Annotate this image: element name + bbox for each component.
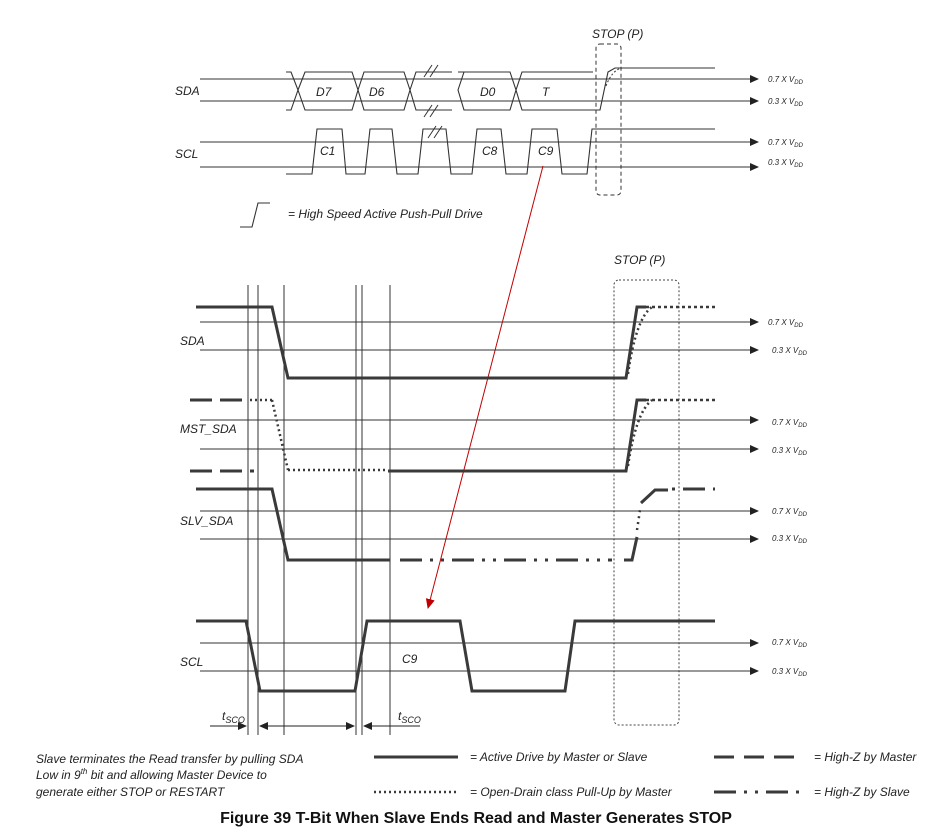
svg-text:0.7 X VDD: 0.7 X $V_{DD}$	[768, 138, 803, 149]
mst-sda-waveform	[190, 400, 715, 471]
top-sda-label: SDA	[175, 84, 200, 98]
legend	[374, 750, 917, 799]
bottom-stop-label: STOP (P)	[614, 253, 666, 267]
slv-sda-waveform	[196, 489, 715, 560]
svg-text:0.3 X VDD: 0.3 X $V_{DD}$	[768, 158, 803, 169]
tsco-marker-1	[210, 709, 294, 726]
sig-scl-label: SCL	[180, 655, 204, 669]
svg-text:0.7 X VDD: 0.7 X $V_{DD}$	[768, 75, 803, 86]
svg-text:0.3 X VDD: 0.3 X $V_{DD}$	[772, 534, 807, 545]
bottom-stop-box	[614, 280, 679, 725]
top-stop-label: STOP (P)	[592, 27, 644, 41]
bit-t: T	[542, 85, 550, 99]
pulse-c1: C1	[320, 144, 336, 158]
sig-mst-sda-label: MST_SDA	[180, 422, 237, 436]
legend-dotted-text: = Open-Drain class Pull-Up by Master	[470, 785, 672, 799]
top-sda-pullup	[606, 68, 622, 86]
note-text	[36, 752, 303, 799]
timing-guides	[248, 285, 390, 735]
bottom-diagram	[180, 253, 808, 735]
svg-text:0.7 X VDD: 0.7 X $V_{DD}$	[772, 638, 807, 649]
hs-drive-legend-symbol	[240, 203, 270, 227]
legend-dashdot-text: = High-Z by Slave	[814, 785, 910, 799]
bit-d6: D6	[369, 85, 385, 99]
svg-text:0.7 X VDD: 0.7 X $V_{DD}$	[772, 418, 807, 429]
c9-pointer-arrow	[428, 166, 543, 608]
bottom-level-labels	[768, 318, 808, 678]
svg-text:generate either STOP or RESTAR: generate either STOP or RESTART	[36, 785, 225, 799]
pulse-c8: C8	[482, 144, 498, 158]
top-sda-waveform	[286, 68, 715, 110]
tsco-marker-2	[286, 709, 421, 726]
svg-text:tSCO: $t_{SCO}$	[222, 709, 245, 725]
top-level-labels	[768, 75, 804, 169]
pulse-c9-bottom: C9	[402, 652, 418, 666]
svg-text:Low in 9th bit and allowing Ma: Low in 9th bit and allowing Master Device to	[36, 767, 267, 782]
svg-text:0.3 X VDD: 0.3 X $V_{DD}$	[772, 346, 807, 357]
figure-caption: Figure 39 T-Bit When Slave Ends Read and Master Generates STOP	[220, 810, 732, 827]
svg-text:0.7 X VDD: 0.7 X $V_{DD}$	[768, 318, 803, 329]
legend-solid-text: = Active Drive by Master or Slave	[470, 750, 648, 764]
top-stop-box	[596, 44, 621, 195]
svg-text:Slave terminates the Read tran: Slave terminates the Read transfer by pulling SDA	[36, 752, 304, 766]
svg-text:tSCO: $t_{SCO}$	[398, 709, 421, 725]
svg-text:0.7 X VDD: 0.7 X $V_{DD}$	[772, 507, 807, 518]
top-diagram	[175, 27, 804, 227]
svg-text:0.3 X VDD: 0.3 X $V_{DD}$	[768, 97, 803, 108]
scl-waveform	[196, 621, 715, 691]
sig-sda-label: SDA	[180, 334, 205, 348]
svg-text:0.3 X VDD: 0.3 X $V_{DD}$	[772, 446, 807, 457]
pulse-c9: C9	[538, 144, 554, 158]
svg-text:0.3 X VDD: 0.3 X $V_{DD}$	[772, 667, 807, 678]
bit-d7: D7	[316, 85, 332, 99]
sda-waveform	[196, 307, 715, 378]
sig-slv-sda-label: SLV_SDA	[180, 514, 234, 528]
hs-drive-legend-text: = High Speed Active Push-Pull Drive	[288, 207, 483, 221]
bit-d0: D0	[480, 85, 496, 99]
legend-dashed-text: = High-Z by Master	[814, 750, 917, 764]
top-scl-label: SCL	[175, 147, 199, 161]
